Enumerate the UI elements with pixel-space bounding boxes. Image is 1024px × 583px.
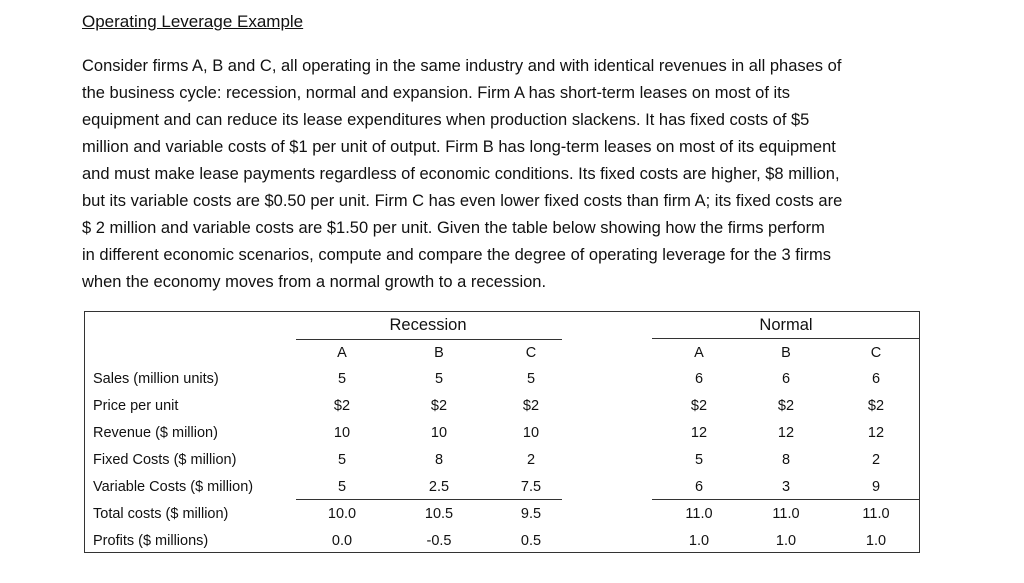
paragraph-line: equipment and can reduce its lease expenditures when production slackens. It has fixed costs of $5: [82, 111, 810, 129]
row-label-price: Price per unit: [93, 398, 179, 414]
table-cell: 3: [781, 479, 791, 495]
table-cell: 6: [694, 371, 704, 387]
table-cell: 1.0: [688, 533, 710, 549]
table-cell: 5: [337, 479, 347, 495]
paragraph-line: in different economic scenarios, compute and compare the degree of operating leverage for the 3 firms: [82, 246, 832, 264]
normal-col-c: C: [870, 345, 882, 361]
normal-subtotal-rule: [652, 499, 920, 500]
table-cell: 1.0: [865, 533, 887, 549]
table-cell: 11.0: [772, 506, 800, 522]
paragraph-line: when the economy moves from a normal growth to a recession.: [82, 273, 547, 291]
table-cell: 10: [522, 425, 540, 441]
table-cell: 6: [694, 479, 704, 495]
table-cell: $2: [777, 398, 795, 414]
problem-paragraph: [82, 53, 962, 296]
table-cell: 5: [434, 371, 444, 387]
table-cell: 2.5: [428, 479, 450, 495]
row-label-variable-costs: Variable Costs ($ million): [93, 479, 254, 495]
normal-col-a: A: [694, 345, 704, 361]
table-cell: 12: [867, 425, 885, 441]
normal-header: Normal: [759, 316, 813, 334]
row-label-revenue: Revenue ($ million): [93, 425, 218, 441]
recession-col-b: B: [434, 345, 444, 361]
table-cell: 10: [430, 425, 448, 441]
table-cell: 8: [781, 452, 791, 468]
normal-col-b: B: [781, 345, 791, 361]
table-cell: 10.5: [424, 506, 454, 522]
recession-subtotal-rule: [296, 499, 562, 500]
row-label-fixed-costs: Fixed Costs ($ million): [93, 452, 237, 468]
paragraph-line: and must make lease payments regardless of economic conditions. Its fixed costs are higher, $8 million,: [82, 165, 840, 183]
table-cell: 5: [526, 371, 536, 387]
table-cell: 6: [871, 371, 881, 387]
recession-header: Recession: [389, 316, 467, 334]
table-cell: 1.0: [775, 533, 797, 549]
paragraph-line: the business cycle: recession, normal and expansion. Firm A has short-term leases on most of its: [82, 84, 790, 102]
table-cell: 0.5: [520, 533, 542, 549]
paragraph-line: million and variable costs of $1 per unit of output. Firm B has long-term leases on most of its equipment: [82, 138, 836, 156]
paragraph-line: Consider firms A, B and C, all operating in the same industry and with identical revenues in all phases of: [82, 57, 842, 75]
table-cell: 11.0: [862, 506, 890, 522]
table-cell: -0.5: [426, 533, 452, 549]
paragraph-line: but its variable costs are $0.50 per unit. Firm C has even lower fixed costs than firm A; its fixed costs are: [82, 192, 843, 210]
table-cell: 12: [690, 425, 708, 441]
table-cell: 5: [337, 371, 347, 387]
table-cell: 11.0: [685, 506, 713, 522]
table-cell: 6: [781, 371, 791, 387]
table-cell: 5: [694, 452, 704, 468]
table-cell: 9.5: [520, 506, 542, 522]
table-cell: $2: [333, 398, 351, 414]
table-cell: 0.0: [331, 533, 353, 549]
table-cell: 5: [337, 452, 347, 468]
table-cell: 2: [871, 452, 881, 468]
recession-header-rule: [296, 339, 562, 340]
table-cell: 9: [871, 479, 881, 495]
table-cell: $2: [690, 398, 708, 414]
recession-col-c: C: [525, 345, 537, 361]
table-cell: $2: [430, 398, 448, 414]
row-label-sales: Sales (million units): [93, 371, 219, 387]
document-title: Operating Leverage Example: [82, 12, 304, 31]
normal-header-rule: [652, 338, 920, 339]
table-cell: 7.5: [520, 479, 542, 495]
row-label-profits: Profits ($ millions): [93, 533, 209, 549]
recession-col-a: A: [337, 345, 347, 361]
table-cell: $2: [867, 398, 885, 414]
table-cell: 12: [777, 425, 795, 441]
paragraph-line: $ 2 million and variable costs are $1.50 per unit. Given the table below showing how the firms perform: [82, 219, 825, 237]
row-label-total-costs: Total costs ($ million): [93, 506, 229, 522]
table-cell: 2: [526, 452, 536, 468]
table-cell: $2: [522, 398, 540, 414]
table-cell: 8: [434, 452, 444, 468]
table-cell: 10: [333, 425, 351, 441]
table-cell: 10.0: [327, 506, 357, 522]
